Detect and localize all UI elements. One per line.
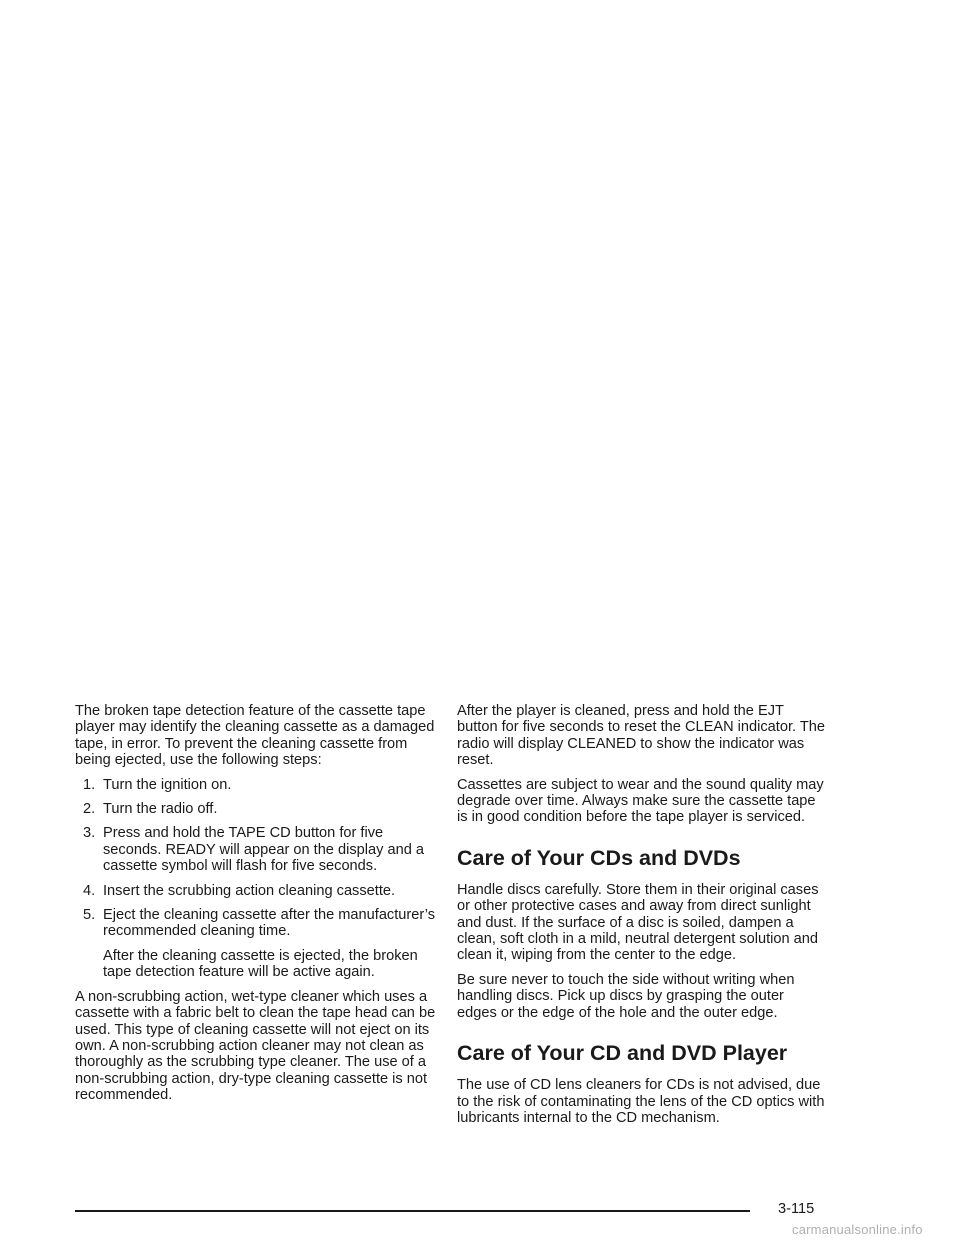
right-column: [457, 703, 827, 1134]
step-number: 2.: [83, 801, 96, 818]
watermark: carmanualsonline.info: [792, 1222, 923, 1237]
step-note: After the cleaning cassette is ejected, the broken tape detection feature will be active again.: [103, 947, 418, 981]
after-clean-paragraph: After the player is cleaned, press and hold the EJT button for five seconds to reset the CLEAN indicator. The radio will display CLEANED to show the indicator was reset.: [457, 703, 826, 769]
list-item: [75, 777, 445, 793]
step-number: 5.: [83, 907, 96, 924]
step-text: Insert the scrubbing action cleaning cassette.: [103, 882, 396, 899]
discs-paragraph-2: Be sure never to touch the side without writing when handling discs. Pick up discs by grasping the outer edges or the edge of the hole and the outer edge.: [457, 971, 795, 1021]
intro-paragraph: The broken tape detection feature of the cassette tape player may identify the cleaning cassette as a damaged tape, in error. To prevent the cleaning cassette from being ejected, use the following steps:: [75, 703, 435, 769]
player-paragraph-1: The use of CD lens cleaners for CDs is not advised, due to the risk of contaminating the lens of the CD optics with lubricants internal to the CD mechanism.: [457, 1077, 825, 1126]
step-text: Turn the radio off.: [103, 801, 218, 818]
step-text: Turn the ignition on.: [103, 776, 232, 793]
page-number: 3-115: [778, 1201, 815, 1217]
step-number: 4.: [83, 882, 96, 899]
step-text: Press and hold the TAPE CD button for five seconds. READY will appear on the display and a cassette symbol will flash for five seconds.: [103, 825, 424, 875]
step-number: 1.: [83, 776, 96, 793]
nonscrub-paragraph: A non-scrubbing action, wet-type cleaner which uses a cassette with a fabric belt to clean the tape head can be used. This type of cleaning cassette will not eject on its own. A non-scrubbing action cleaner may not clean as thoroughly as the scrubbing type cleaner. The use of a non-scrubbing action, dry-type cleaning cassette is not recommended.: [75, 988, 436, 1104]
list-item: [75, 801, 445, 817]
cassettes-wear-paragraph: Cassettes are subject to wear and the sound quality may degrade over time. Always make sure the cassette tape is in good condition before the tape player is serviced.: [457, 776, 824, 826]
cleaning-steps-list: [75, 777, 445, 940]
section-heading-player: Care of Your CD and DVD Player: [457, 1041, 788, 1066]
step-number: 3.: [83, 825, 96, 842]
list-item: [75, 907, 445, 940]
list-item: [75, 825, 445, 874]
list-item: [75, 883, 445, 899]
step-text: Eject the cleaning cassette after the manufacturer’s recommended cleaning time.: [103, 907, 436, 940]
footer-rule: [75, 1210, 750, 1212]
section-heading-discs: Care of Your CDs and DVDs: [457, 845, 741, 870]
discs-paragraph-1: Handle discs carefully. Store them in their original cases or other protective cases and away from direct sunlight and dust. If the surface of a disc is soiled, dampen a clean, soft cloth in a mild, neutral detergent solution and clean it, wiping from the center to the edge.: [457, 881, 819, 964]
left-column: [75, 703, 445, 1112]
